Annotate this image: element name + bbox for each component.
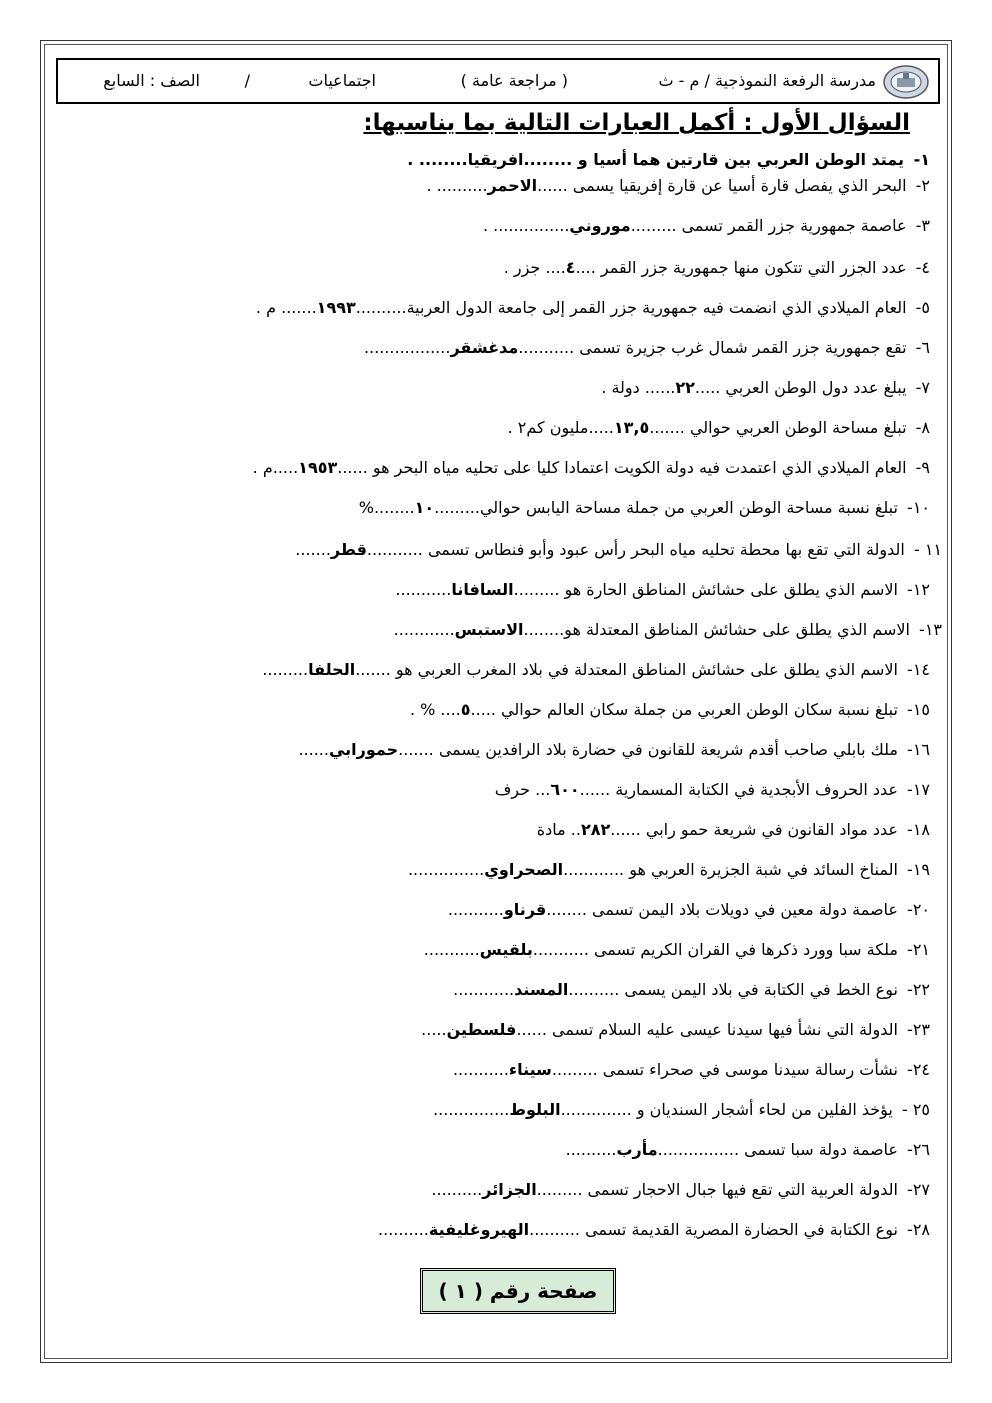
question-number: ٢٨-: [901, 1220, 930, 1239]
question-number: ٢٧-: [901, 1180, 930, 1199]
answer-trailing-dots: .....: [421, 1020, 447, 1039]
question-number: ٢-: [910, 176, 930, 195]
answer-trailing-dots: ..........: [378, 1220, 429, 1239]
answer-text: ١٠: [414, 498, 435, 517]
answer-trailing-dots: .....مليون كم٢ .: [507, 418, 614, 437]
question-item: [410, 700, 930, 719]
question-item: [453, 980, 930, 999]
answer-trailing-dots: ..........: [431, 1180, 483, 1199]
answer-text: مأرب: [616, 1140, 658, 1159]
question-number: ١٥-: [901, 700, 930, 719]
answer-text: مدغشقر: [450, 338, 519, 357]
question-item: [537, 820, 930, 839]
question-item: [395, 580, 930, 599]
answer-text: السافانا: [451, 580, 514, 599]
question-number: ١٧-: [901, 780, 930, 799]
question-item: [495, 780, 930, 799]
header-box: [56, 58, 940, 104]
answer-trailing-dots: ...........: [395, 580, 452, 599]
question-text: نوع الخط في الكتابة في بلاد اليمن يسمى ..........: [568, 980, 898, 999]
question-number: ٢٢-: [901, 980, 930, 999]
answer-trailing-dots: ... حرف: [494, 780, 551, 799]
answer-text: الاستبس: [454, 620, 524, 639]
answer-trailing-dots: .......... .: [426, 176, 488, 195]
answer-trailing-dots: .. مادة: [536, 820, 581, 839]
answer-text: البلوط: [509, 1100, 561, 1119]
answer-trailing-dots: ............: [453, 980, 515, 999]
page-number-box: [420, 1268, 616, 1314]
answer-text: ٦٠٠: [550, 780, 580, 799]
answer-text: ١٩٩٣: [316, 298, 356, 317]
question-item: [566, 1140, 930, 1159]
question-text: ملك بابلي صاحب أقدم شريعة للقانون في حضارة بلاد الرافدين يسمى .......: [398, 740, 898, 759]
answer-trailing-dots: ....... م .: [255, 298, 317, 317]
answer-text: افريقيا: [467, 150, 524, 169]
question-item: [448, 900, 930, 919]
question-text: يؤخذ الفلين من لحاء أشجار السنديان و ..............: [560, 1100, 893, 1119]
question-text: المناخ السائد في شبة الجزيرة العربي هو ............: [563, 860, 898, 879]
answer-trailing-dots: ...............: [433, 1100, 510, 1119]
question-item: [431, 1180, 930, 1199]
question-item: [483, 216, 930, 235]
answer-text: ٢٢: [675, 378, 695, 397]
question-number: ١٦-: [901, 740, 930, 759]
question-number: ٢٣-: [901, 1020, 930, 1039]
answer-text: حمورابي: [328, 740, 399, 759]
question-text: عاصمة جمهورية جزر القمر تسمى .........: [630, 216, 907, 235]
question-item: [262, 660, 930, 679]
answer-trailing-dots: .... جزر .: [503, 258, 566, 277]
question-text: الدولة العربية التي تقع فيها جبال الاحجار تسمى .........: [536, 1180, 898, 1199]
question-text: العام الميلادي الذي اعتمدت فيه دولة الكويت اعتمادا كليا على تحليه مياه البحر هو ......: [337, 458, 907, 477]
answer-text: ٥: [460, 700, 471, 719]
question-text: عاصمة دولة معين في دويلات بلاد اليمن تسمى ........: [546, 900, 898, 919]
answer-trailing-dots: .....م .: [252, 458, 299, 477]
question-text: الاسم الذي يطلق على حشائش المناطق المعتدلة في بلاد المغرب العربي هو .......: [355, 660, 898, 679]
answer-trailing-dots: ............... .: [482, 216, 570, 235]
class-label: الصف : السابع: [103, 71, 200, 90]
answer-text: موروني: [569, 216, 631, 235]
question-item: [421, 1020, 930, 1039]
question-text: يمتد الوطن العربي بين قارتين هما أسيا و ........: [523, 150, 905, 169]
answer-text: الصحراوي: [484, 860, 564, 879]
question-number: ٢١-: [901, 940, 930, 959]
question-number: ٧-: [910, 378, 930, 397]
question-item: [364, 338, 930, 357]
answer-trailing-dots: ........%: [358, 498, 415, 517]
question-item: [427, 176, 931, 195]
answer-text: ٢٨٢: [580, 820, 611, 839]
answer-trailing-dots: ...........: [423, 940, 480, 959]
question-number: ١-: [908, 150, 930, 169]
answer-text: الجزائر: [482, 1180, 537, 1199]
question-number: ٤-: [910, 258, 930, 277]
question-number: ٢٠-: [901, 900, 930, 919]
answer-text: ١٩٥٣: [298, 458, 338, 477]
question-number: ١٣-: [913, 620, 942, 639]
question-number: ٢٦-: [901, 1140, 930, 1159]
question-item: [378, 1220, 930, 1239]
question-item: [453, 1060, 930, 1079]
question-number: ٢٥ -: [896, 1100, 930, 1119]
question-text: عدد الجزر التي تتكون منها جمهورية جزر القمر ....: [575, 258, 907, 277]
question-number: ٥-: [910, 298, 930, 317]
question-text: الاسم الذي يطلق على حشائش المناطق الحارة هو .........: [513, 580, 898, 599]
question-text: العام الميلادي الذي انضمت فيه جمهورية جزر القمر إلى جامعة الدول العربية..........: [355, 298, 907, 317]
question-text: نشأت رسالة سيدنا موسى في صحراء تسمى .........: [551, 1060, 898, 1079]
answer-text: فلسطين: [446, 1020, 517, 1039]
answer-text: سيناء: [508, 1060, 552, 1079]
school-name: مدرسة الرفعة النموذجية / م - ث: [658, 71, 876, 90]
answer-trailing-dots: ...............: [407, 860, 485, 879]
review-label: ( مراجعة عامة ): [460, 71, 568, 90]
question-text: الاسم الذي يطلق على حشائش المناطق المعتدلة هو........: [523, 620, 910, 639]
answer-trailing-dots: ......: [298, 740, 329, 759]
question-item: [508, 418, 930, 437]
answer-text: ١٣,٥: [613, 418, 650, 437]
question-item: [253, 458, 930, 477]
question-item: [359, 498, 930, 517]
page-number-label: صفحة رقم ( ١ ): [438, 1279, 598, 1303]
question-item: [298, 740, 930, 759]
answer-trailing-dots: .......: [295, 540, 331, 559]
answer-trailing-dots: ...... دولة .: [601, 378, 676, 397]
question-text: عدد مواد القانون في شريعة حمو رابي ......: [610, 820, 898, 839]
answer-text: الهيروغليفية: [428, 1220, 530, 1239]
answer-text: المسند: [514, 980, 569, 999]
question-number: ٩-: [910, 458, 930, 477]
question-text: تقع جمهورية جزر القمر شمال غرب جزيرة تسمى ...........: [518, 338, 907, 357]
answer-trailing-dots: .........: [262, 660, 309, 679]
question-text: الدولة التي تقع بها محطة تحليه مياه البحر رأس عبود وأبو فنطاس تسمى ...........: [366, 540, 905, 559]
question-text: يبلغ عدد دول الوطن العربي .....: [694, 378, 907, 397]
question-item: [504, 258, 930, 277]
answer-text: بلقيس: [479, 940, 533, 959]
question-number: ٣-: [910, 216, 930, 235]
question-text: تبلغ نسبة مساحة الوطن العربي من جملة مساحة اليابس حوالي.........: [434, 498, 898, 517]
question-text: تبلغ نسبة سكان الوطن العربي من جملة سكان العالم حوالي .....: [470, 700, 898, 719]
answer-text: قطر: [330, 540, 367, 559]
question-text: عاصمة دولة سبا تسمى ................: [657, 1140, 898, 1159]
question-title: السؤال الأول : أكمل العبارات التالية بما يناسبها:: [363, 110, 910, 136]
question-text: ملكة سبا وورد ذكرها في القران الكريم تسمى ...........: [532, 940, 898, 959]
answer-trailing-dots: ...........: [447, 900, 504, 919]
question-number: ٢٤-: [901, 1060, 930, 1079]
answer-trailing-dots: ........ .: [407, 150, 468, 169]
question-number: ١٠-: [901, 498, 930, 517]
answer-trailing-dots: .................: [363, 338, 451, 357]
answer-text: الحلفا: [308, 660, 356, 679]
question-text: تبلغ مساحة الوطن العربي حوالي .......: [649, 418, 907, 437]
question-number: ١١ -: [908, 540, 942, 559]
answer-text: قرناو: [503, 900, 547, 919]
question-item: [601, 378, 930, 397]
question-item: [256, 298, 930, 317]
answer-trailing-dots: ..........: [565, 1140, 617, 1159]
question-item: [424, 940, 930, 959]
question-item: [407, 150, 930, 169]
answer-trailing-dots: ............: [393, 620, 455, 639]
answer-text: الاحمر: [487, 176, 538, 195]
question-item: [394, 620, 942, 639]
question-item: [295, 540, 942, 559]
question-number: ١٢-: [901, 580, 930, 599]
question-text: عدد الحروف الأبجدية في الكتابة المسمارية ......: [579, 780, 898, 799]
question-text: الدولة التي نشأ فيها سيدنا عيسى عليه السلام تسمى ......: [516, 1020, 898, 1039]
question-number: ١٨-: [901, 820, 930, 839]
answer-trailing-dots: ...........: [452, 1060, 509, 1079]
question-item: [408, 860, 930, 879]
question-number: ١٩-: [901, 860, 930, 879]
answer-text: ٤: [565, 258, 576, 277]
question-number: ٦-: [910, 338, 930, 357]
school-logo-icon: [882, 64, 930, 100]
question-text: نوع الكتابة في الحضارة المصرية القديمة تسمى ..........: [529, 1220, 898, 1239]
answer-trailing-dots: .... % .: [409, 700, 461, 719]
question-item: [433, 1100, 930, 1119]
question-number: ٨-: [910, 418, 930, 437]
header-separator: /: [244, 71, 250, 90]
subject-label: اجتماعيات: [308, 71, 376, 90]
question-number: ١٤-: [901, 660, 930, 679]
question-text: البحر الذي يفصل قارة أسيا عن قارة إفريقيا يسمى ......: [537, 176, 907, 195]
